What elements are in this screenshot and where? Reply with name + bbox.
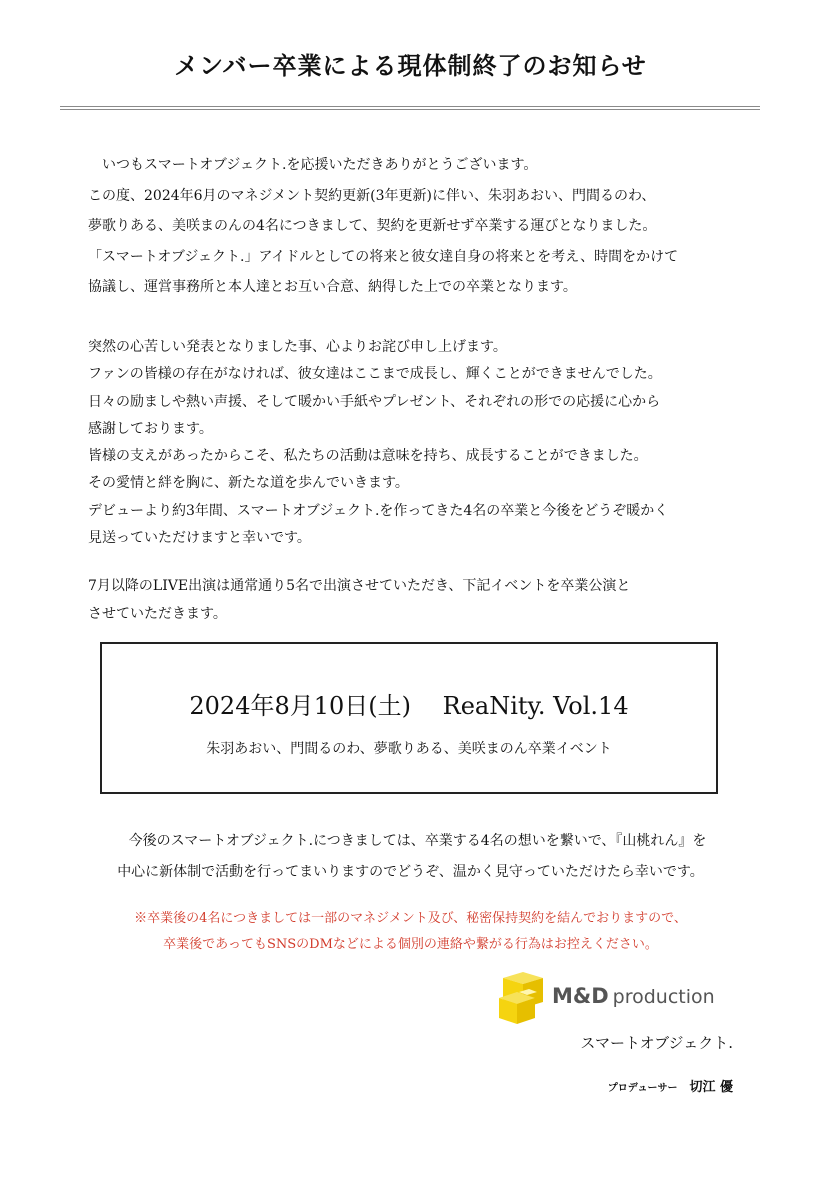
text-line: 夢歌りある、美咲まのんの4名につきまして、契約を更新せず卒業する運びとなりました。 <box>88 218 657 234</box>
event-title: 2024年8月10日(土) ReaNity. Vol.14 <box>189 692 629 720</box>
text-line: この度、2024年6月のマネジメント契約更新(3年更新)に伴い、朱羽あおい、門間るのわ、 <box>88 187 656 204</box>
text-line: いつもスマートオブジェクト.を応援いただきありがとうございます。 <box>88 157 538 173</box>
text-line: 感謝しております。 <box>88 420 213 437</box>
live-info-paragraph <box>88 572 748 628</box>
organization-name: スマートオブジェクト. <box>580 1034 733 1052</box>
text-line: 日々の励ましや熱い声援、そして暖かい手紙やプレゼント、それぞれの形での応援に心から <box>88 393 661 410</box>
notice-line: 卒業後であってもSNSのDMなどによる個別の連絡や繋がる行為はお控えください。 <box>163 937 658 952</box>
intro-paragraph <box>88 150 748 303</box>
warning-notice <box>0 906 821 958</box>
logo-brand: M&D <box>552 984 609 1008</box>
page-title: メンバー卒業による現体制終了のお知らせ <box>174 52 647 80</box>
text-line: ファンの皆様の存在がなければ、彼女達はここまで成長し、輝くことができませんでした。 <box>88 366 662 383</box>
new-system-paragraph <box>0 826 821 888</box>
text-line: 突然の心苦しい発表となりました事、心よりお詫び申し上げます。 <box>88 339 507 355</box>
yellow-cube-icon <box>497 970 549 1026</box>
text-line: 皆様の支えがあったからこそ、私たちの活動は意味を持ち、成長することができました。 <box>88 448 648 465</box>
event-box <box>100 642 718 794</box>
notice-line: ※卒業後の4名につきましては一部のマネジメント及び、秘密保持契約を結んでおりますので、 <box>134 911 687 926</box>
text-line: 協議し、運営事務所と本人達とお互い合意、納得した上での卒業となります。 <box>88 279 577 295</box>
producer-name: 切江 優 <box>689 1080 733 1095</box>
text-line: その愛情と絆を胸に、新たな道を歩んでいきます。 <box>88 475 409 492</box>
producer-signature <box>608 1076 733 1095</box>
text-line: させていただきます。 <box>88 606 227 622</box>
text-line: デビューより約3年間、スマートオブジェクト.を作ってきた4名の卒業と今後をどうぞ暖かく <box>88 502 669 519</box>
text-line: 「スマートオブジェクト.」アイドルとしての将来と彼女達自身の将来とを考え、時間をかけて <box>88 248 679 265</box>
text-line: 7月以降のLIVE出演は通常通り5名で出演させていただき、下記イベントを卒業公演と <box>88 578 631 594</box>
title-divider <box>60 106 760 110</box>
apology-paragraph <box>88 334 748 552</box>
event-subtitle: 朱羽あおい、門間るのわ、夢歌りある、美咲まのん卒業イベント <box>206 741 612 757</box>
logo-brand-suffix: production <box>612 986 715 1008</box>
company-logo <box>497 970 737 1026</box>
producer-role: プロデューサー <box>607 1083 678 1094</box>
text-line: 中心に新体制で活動を行ってまいりますのでどうぞ、温かく見守っていただけたら幸いです。 <box>117 864 704 880</box>
text-line: 見送っていただけますと幸いです。 <box>88 530 311 547</box>
text-line: 今後のスマートオブジェクト.につきましては、卒業する4名の想いを繋いで、『山桃れん』を <box>114 833 707 849</box>
